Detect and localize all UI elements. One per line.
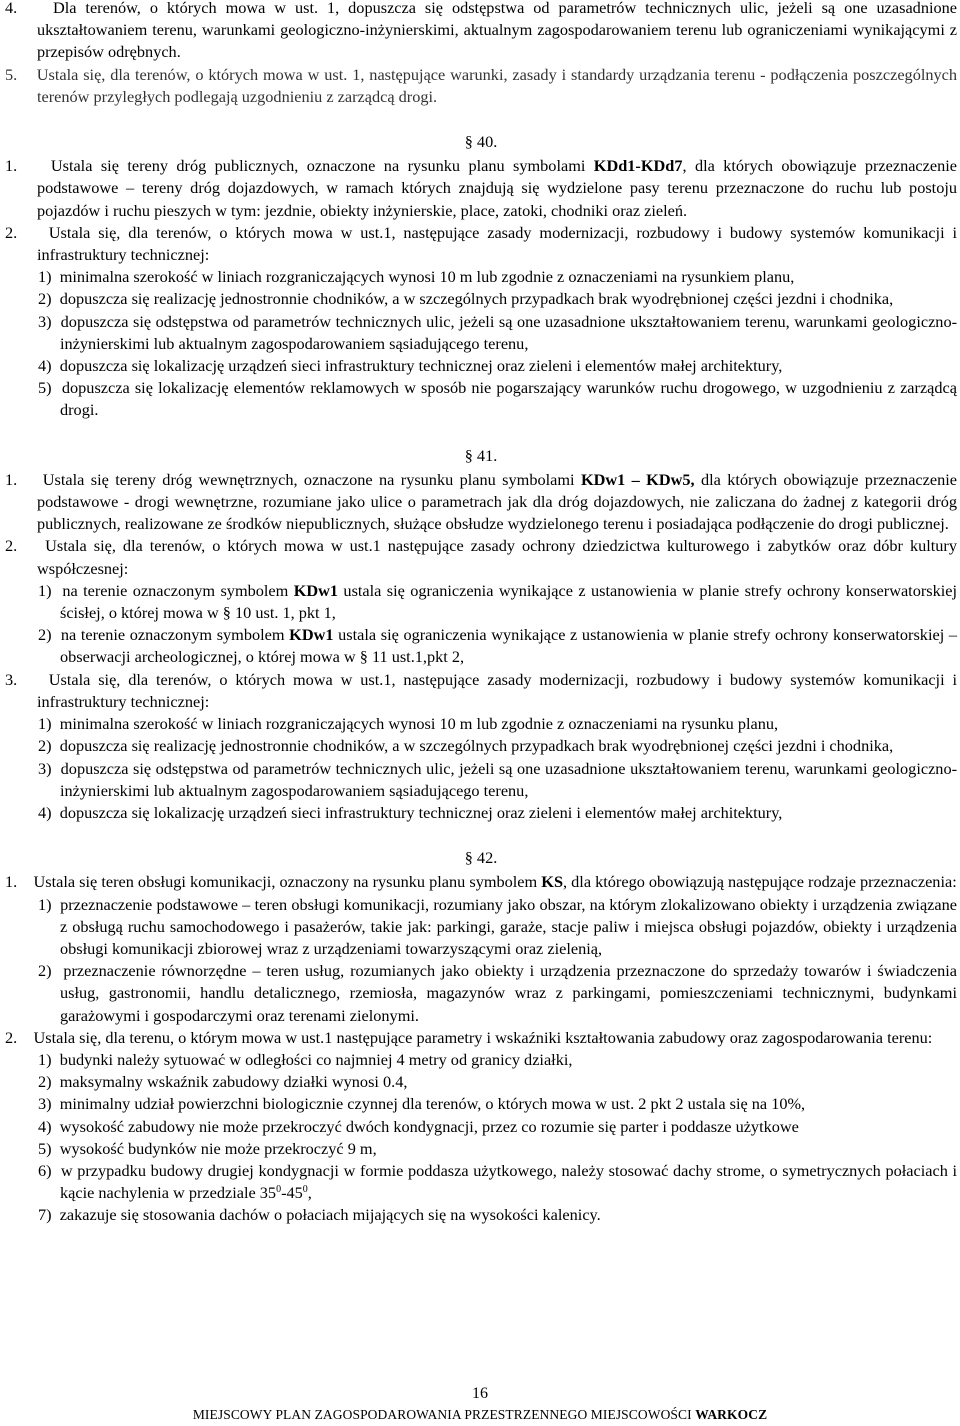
paragraph-number: 2. [5, 1027, 18, 1047]
s41-paragraph-2: 2. Ustala się, dla terenów, o których mowa w ust.1 następujące zasady ochrony dziedzictwa kulturowego i zabytków oraz dóbr kultury współczesnej: [5, 536, 957, 578]
s40-paragraph-2: 2. Ustala się, dla terenów, o których mowa w ust.1, następujące zasady modernizacji, rozbudowy i budowy systemów komunikacji i infrastruktury technicznej: [5, 222, 957, 265]
list-item-text: maksymalny wskaźnik zabudowy działki wynosi 0.4, [59, 1072, 408, 1092]
s40-paragraph-1: 1. Ustala się tereny dróg publicznych, oznaczone na rysunku planu symbolami KDd1-KDd7, dla których obowiązuje przeznaczenie podstawowe – tereny dróg dojazdowych, w ramach których znajdują się wydzielone pasy terenu przeznaczone do ruchu lub postoju pojazdów i ruchu pieszych w tym: jezdnie, obiekty inżynierskie, place, zatoki, chodniki oraz zieleń. [5, 156, 958, 220]
degree-superscript: 0 [276, 1184, 282, 1196]
list-item [5, 288, 957, 310]
list-item-number: 1) [38, 1049, 52, 1069]
list-item-text: budynki należy sytuować w odległości co najmniej 4 metry od granicy działki, [59, 1049, 573, 1069]
degree-superscript: 0 [302, 1184, 308, 1196]
list-item-text: przeznaczenie równorzędne – teren usług, rozumianych jako obiekty i urządzenia przeznaczone do sprzedaży towarów i świadczenia usług, gastronomii, handlu detalicznego, rzemiosła, magazynów wraz z parkingami, pomieszczeniami technicznymi, budynkami garażowymi i gospodarczymi oraz terenami zielonymi. [60, 961, 957, 1025]
list-item-number: 2) [38, 736, 52, 756]
list-item [5, 758, 957, 802]
plan-symbol: KDw1 [293, 580, 339, 600]
paragraph-4 [5, 0, 957, 64]
s41-list-2 [5, 580, 957, 669]
s41-paragraph-1: 1. Ustala się tereny dróg wewnętrznych, oznaczone na rysunku planu symbolami KDw1 – KDw5, dla których obowiązuje przeznaczenie podstawowe - drogi wewnętrzne, rozumiane jako ulice o parametrach jak dla dróg dojazdowych, nie zaliczana do żadnej z kategorii dróg publicznych, realizowane ze środków niepublicznych, służące obsłudze wydzielonego terenu i posiadająca podłączenie do drogi publicznej. [5, 469, 957, 534]
list-item-number: 2) [38, 625, 52, 645]
paragraph-number: 2. [5, 536, 18, 556]
list-item [5, 266, 957, 288]
list-item-number: 1) [38, 267, 52, 287]
list-item [5, 894, 957, 961]
list-item-number: 3) [38, 1094, 52, 1114]
list-item [5, 1204, 957, 1226]
s41-paragraph-3: 3. Ustala się, dla terenów, o których mowa w ust.1, następujące zasady modernizacji, rozbudowy i budowy systemów komunikacji i infrastruktury technicznej: [5, 669, 957, 711]
s42-list-1 [5, 894, 957, 1027]
list-item [5, 1071, 957, 1093]
list-item-text: minimalny udział powierzchni biologicznie czynnej dla terenów, o których mowa w ust. 2 pkt 2 ustala się na 10%, [59, 1094, 806, 1114]
list-item-number: 6) [38, 1160, 52, 1180]
list-item-text: ustala się ograniczenia wynikające z ustanowienia w planie strefy ochrony konserwatorskiej – obserwacji archeologicznej, o której mowa w § 11 ust.1,pkt 2, [60, 625, 957, 667]
paragraph-number: 1. [5, 872, 18, 892]
document-footer-title: MIEJSCOWY PLAN ZAGOSPODAROWANIA PRZESTRZENNEGO MIEJSCOWOŚCI WARKOCZ [192, 1407, 768, 1422]
list-item-number: 5) [38, 378, 52, 398]
list-item [5, 377, 957, 421]
list-item [5, 802, 957, 824]
plan-symbol: KDd1-KDd7 [593, 156, 683, 176]
list-item-number: 1) [38, 894, 52, 914]
s42-paragraph-1: 1. Ustala się teren obsługi komunikacji, oznaczony na rysunku planu symbolem KS, dla którego obowiązują następujące rodzaje przeznaczenia: [5, 872, 957, 892]
paragraph-number: 4. [5, 0, 18, 17]
list-item-number: 2) [38, 961, 52, 981]
paragraph-text: Dla terenów, o których mowa w ust. 1, dopuszcza się odstępstwa od parametrów technicznych ulic, jeżeli są one uzasadnione ukształtowaniem terenu, warunkami geologiczno-inżynierskimi, aktualnym zagospodarowaniem terenu lub ograniczeniami wynikającymi z przepisów odrębnych. [37, 0, 957, 62]
list-item [5, 713, 957, 735]
list-item-number: 4) [38, 1116, 52, 1136]
list-item [5, 580, 957, 624]
list-item-number: 2) [38, 289, 52, 309]
list-item-text: minimalna szerokość w liniach rozgraniczających wynosi 10 m lub zgodnie z oznaczeniami na rysunku planu, [59, 714, 779, 734]
list-item [5, 311, 957, 355]
list-item [5, 1049, 957, 1071]
list-item-text: minimalna szerokość w liniach rozgraniczających wynosi 10 m lub zgodnie z oznaczeniami na rysunkiem planu, [59, 267, 795, 287]
list-item [5, 624, 957, 668]
paragraph-number: 5. [5, 64, 18, 84]
list-item-text: zakazuje się stosowania dachów o połaciach mijających się na wysokości kalenicy. [59, 1205, 601, 1225]
paragraph-number: 1. [5, 156, 18, 176]
list-item-text: dopuszcza się odstępstwa od parametrów technicznych ulic, jeżeli są one uzasadnione ukształtowaniem terenu, warunkami geologiczno-inżynierskimi lub aktualnym zagospodarowaniem sąsiadującego terenu, [60, 758, 958, 800]
list-item-text: dopuszcza się lokalizację urządzeń sieci infrastruktury technicznej oraz zieleni i elementów małej architektury, [59, 802, 783, 822]
paragraph-number: 1. [5, 469, 18, 489]
list-item [5, 735, 957, 757]
list-item [5, 1116, 957, 1138]
list-item [5, 1093, 957, 1115]
list-item-text: na terenie oznaczonym symbolem [60, 625, 290, 645]
list-item-number: 5) [38, 1138, 52, 1158]
section-heading-40: § 40. [464, 132, 498, 152]
list-item-text: w przypadku budowy drugiej kondygnacji w formie poddasza użytkowego, należy stosować dachy strome, o symetrycznych połaciach i kącie nachylenia w przedziale 35 [60, 1160, 957, 1203]
s41-list-3 [5, 713, 957, 824]
list-item-number: 1) [38, 580, 52, 600]
list-item-number: 1) [38, 714, 52, 734]
list-item-text: dopuszcza się lokalizację elementów reklamowych w sposób nie pogarszający warunków ruchu drogowego, w uzgodnieniu z zarządcą drogi. [60, 378, 957, 420]
plan-symbol: KS [541, 872, 564, 892]
list-item [5, 1160, 957, 1204]
paragraph-number: 2. [5, 222, 18, 242]
paragraph-5 [5, 64, 957, 108]
list-item-number: 3) [38, 311, 52, 331]
list-item-text: ustala się ograniczenia wynikające z ustanowienia w planie strefy ochrony konserwatorskiej ścisłej, o której mowa w § 10 ust. 1, pkt 1, [60, 580, 958, 623]
list-item-text: wysokość budynków nie może przekroczyć 9 m, [59, 1138, 377, 1158]
list-item-number: 4) [38, 356, 52, 376]
list-item-text: , [307, 1183, 312, 1203]
list-item-text: na terenie oznaczonym symbolem [62, 580, 294, 600]
list-item-text: dopuszcza się lokalizację urządzeń sieci infrastruktury technicznej oraz zieleni i elementów małej architektury, [59, 356, 783, 376]
section-heading-42: § 42. [464, 848, 498, 868]
list-item-text: wysokość zabudowy nie może przekroczyć dwóch kondygnacji, przez co rozumie się parter i poddasze użytkowe [59, 1116, 799, 1136]
paragraph-text: Ustala się, dla terenów, o których mowa w ust. 1, następujące warunki, zasady i standardy urządzania terenu - podłączenia poszczególnych terenów przyległych podlegają uzgodnieniu z zarządcą drogi. [36, 64, 958, 106]
plan-symbol: KDw1 – KDw5, [580, 469, 695, 489]
plan-symbol: KDw1 [289, 625, 334, 645]
list-item-text: -45 [281, 1183, 303, 1203]
list-item-number: 2) [38, 1072, 52, 1092]
s42-list-2 [5, 1049, 957, 1227]
list-item-text: dopuszcza się realizację jednostronnie chodników, a w szczególnych przypadkach brak wyodrębnionej części jezdni i chodnika, [59, 736, 894, 756]
section-heading-41: § 41. [464, 445, 498, 465]
paragraph-number: 3. [5, 669, 18, 689]
list-item [5, 1138, 957, 1160]
list-item [5, 960, 957, 1027]
s42-paragraph-2: 2. Ustala się, dla terenu, o którym mowa w ust.1 następujące parametry i wskaźniki kształtowania zabudowy oraz zagospodarowania terenu: [5, 1027, 933, 1047]
list-item-number: 4) [38, 802, 52, 822]
list-item-number: 7) [38, 1205, 52, 1225]
list-item-text: dopuszcza się realizację jednostronnie chodników, a w szczególnych przypadkach brak wyodrębnionej części jezdni i chodnika, [59, 289, 894, 309]
page-number: 16 [472, 1385, 488, 1402]
s40-list [5, 266, 957, 421]
list-item-text: przeznaczenie podstawowe – teren obsługi komunikacji, rozumiany jako obszar, na którym zlokalizowano obiekty i urządzenia związane z obsługą ruchu samochodowego i pasażerów, takie jak: parkingi, garaże, stacje paliw i miejsca obsługi pojazdów, obiekty i urządzenia obsługi komunikacji zbiorowej wraz z urządzeniami towarzyszącymi oraz zielenią, [60, 894, 957, 958]
list-item-text: dopuszcza się odstępstwa od parametrów technicznych ulic, jeżeli są one uzasadnione ukształtowaniem terenu, warunkami geologiczno-inżynierskimi lub aktualnym zagospodarowaniem sąsiadującego terenu, [60, 311, 958, 353]
list-item-number: 3) [38, 758, 52, 778]
list-item [5, 355, 957, 377]
